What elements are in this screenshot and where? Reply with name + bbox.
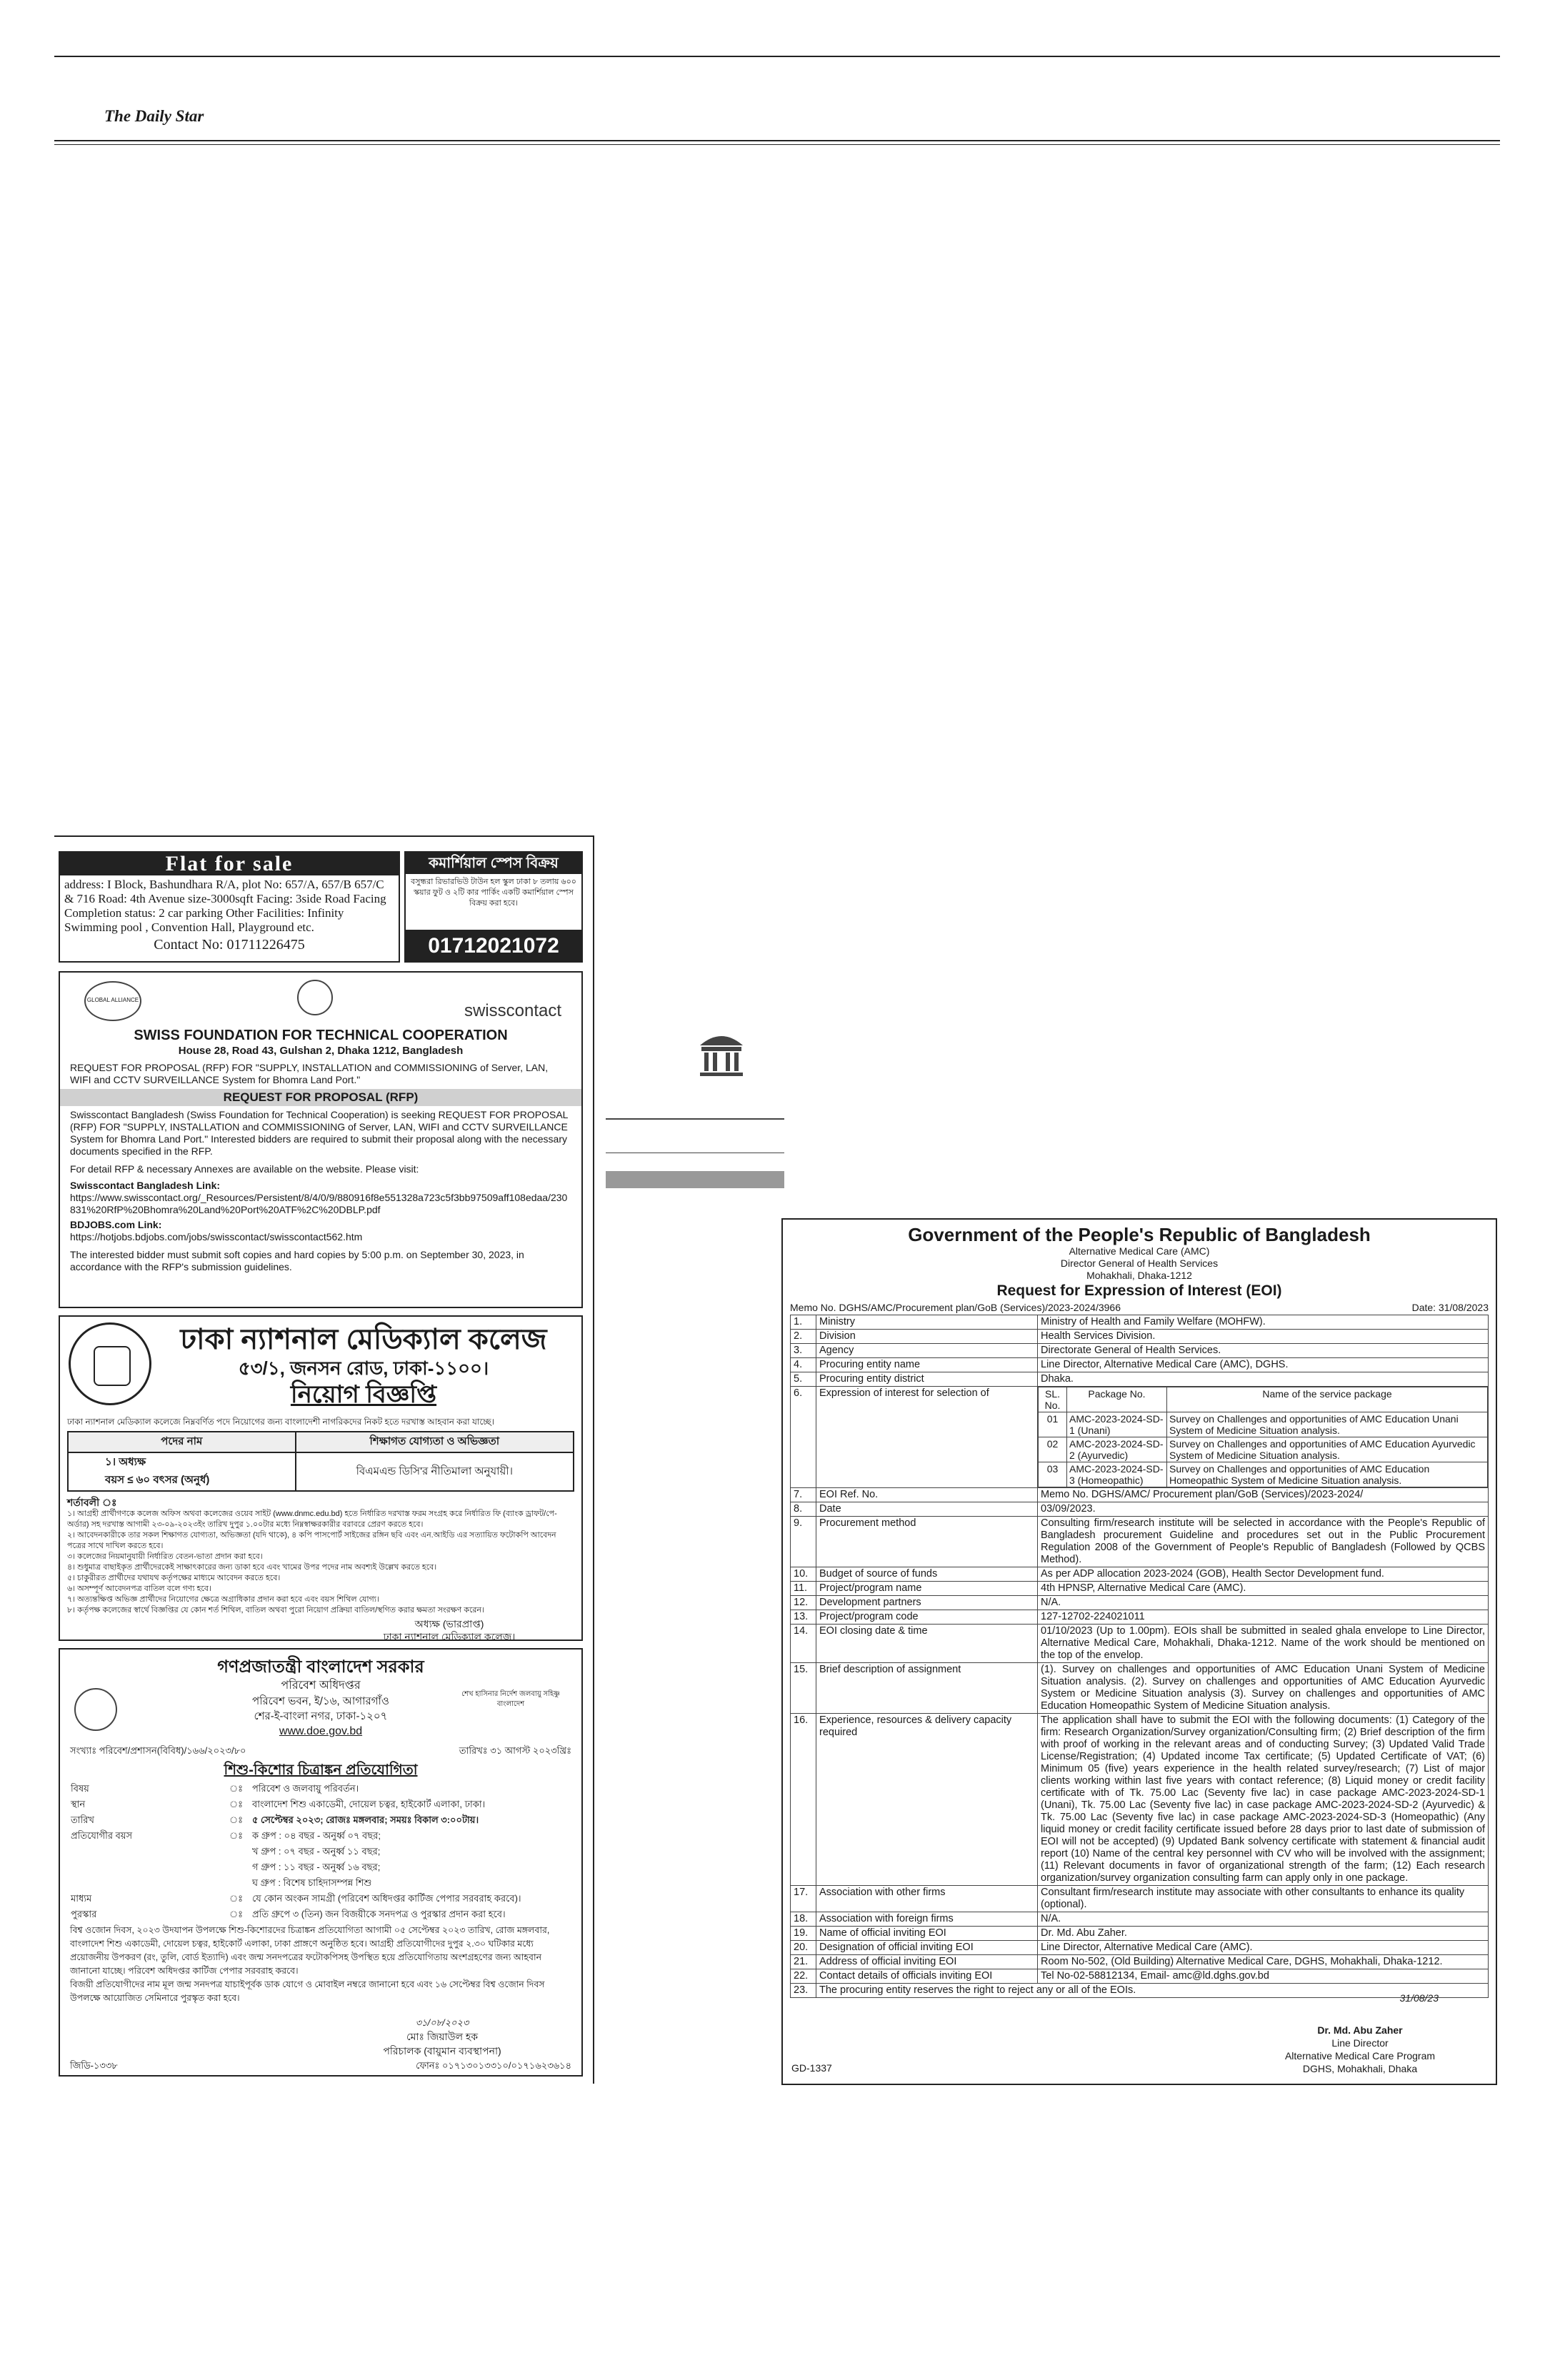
left-column-rule — [593, 835, 594, 2084]
eoi-row-value: Directorate General of Health Services. — [1038, 1344, 1489, 1358]
eoi-sign-t3: DGHS, Mohakhali, Dhaka — [1302, 2063, 1418, 2074]
doe-code: জিডি-১৩৩৮ — [70, 2060, 118, 2071]
eoi-row — [791, 1625, 1489, 1663]
eoi-row-key: Ministry — [816, 1315, 1038, 1330]
dnmc-term: ৭। অত্যন্তক্ষিপ্ত অভিজ্ঞ প্রার্থীদের নিয়োগের ক্ষেত্রে অগ্রাধিকার প্রদান করা হবে এবং বয়স শিথিল যোগ্য। — [67, 1595, 379, 1604]
dnmc-signatory: অধ্যক্ষ (ভারপ্রাপ্ত) — [414, 1618, 484, 1630]
eoi-row-value: N/A. — [1038, 1596, 1489, 1610]
swiss-body: Swisscontact Bangladesh (Swiss Foundation for Technical Cooperation) is seeking REQUEST FOR PROPOSAL (RFP) FOR "SUPPLY, INSTALLATION and COMMISSIONING of Server, LAN, WIFI and CCTV SURVEILLANCE System for Bhomra Land Port." Interested bidders are required to submit their proposal along with the necessary documents specified in the RFP. — [70, 1109, 568, 1157]
eoi-row-value: 127-12702-224021011 — [1038, 1610, 1489, 1625]
eoi-row-key: Budget of source of funds — [816, 1567, 1038, 1582]
dnmc-age: বয়স ≤ ৬০ বৎসর (অনুর্ধ) — [105, 1474, 210, 1486]
commercial-space-ad — [404, 851, 583, 963]
swiss-address: House 28, Road 43, Gulshan 2, Dhaka 1212, Bangladesh — [178, 1045, 464, 1057]
eoi-row — [791, 1663, 1489, 1714]
eoi-row-value: Dr. Md. Abu Zaher. — [1038, 1927, 1489, 1941]
doe-memo: সংখ্যাঃ পরিবেশ/প্রশাসন(বিবিধ)/১৬৬/২০২৩/৮০ — [70, 1745, 246, 1756]
eoi-row-key: Procurement method — [816, 1517, 1038, 1567]
global-alliance-logo: GLOBAL ALLIANCE — [84, 981, 141, 1021]
swiss-link1[interactable]: https://www.swisscontact.org/_Resources/Persistent/8/4/0/9/880916f8e551328a723c5f3bb97509aff108edaa/230831%20RfP%20Bhomra%20Land%20Port%20ATF%2C%20DBLP.pdf — [70, 1192, 568, 1215]
package-row — [1039, 1462, 1488, 1487]
dnmc-address: ৫৩/১, জনসন রোড, ঢাকা-১১০০। — [238, 1357, 489, 1379]
eoi-row-key: Contact details of officials inviting EOI — [816, 1969, 1038, 1984]
eoi-row-num: 2. — [791, 1330, 816, 1344]
swiss-subject: REQUEST FOR PROPOSAL (RFP) FOR "SUPPLY, INSTALLATION and COMMISSIONING of Server, LAN, WIFI and CCTV SURVEILLANCE System for Bhomra Land Port." — [70, 1062, 549, 1085]
eoi-row-key: EOI closing date & time — [816, 1625, 1038, 1663]
flat-ad-title: Flat for sale — [60, 853, 399, 875]
middle-ad-bar — [606, 1171, 784, 1188]
doe-row-value: বাংলাদেশ শিশু একাডেমী, দোয়েল চত্বর, হাইকোর্ট এলাকা, ঢাকা। — [252, 1799, 486, 1809]
eoi-row-key: EOI Ref. No. — [816, 1488, 1038, 1502]
dnmc-col-qualification: শিক্ষাগত যোগ্যতা ও অভিজ্ঞতা — [296, 1432, 574, 1452]
doe-sign-title: পরিচালক (বায়ুমান ব্যবস্থাপনা) — [383, 2045, 501, 2057]
eoi-code: GD-1337 — [791, 2062, 832, 2074]
doe-row-key: প্রতিযোগীর বয়স — [71, 1830, 133, 1841]
eoi-row-num: 10. — [791, 1567, 816, 1582]
doe-row: স্থান ঃ বাংলাদেশ শিশু একাডেমী, দোয়েল চত্বর, হাইকোর্ট এলাকা, ঢাকা। — [70, 1797, 571, 1812]
doe-row: প্রতিযোগীর বয়স ঃ ক গ্রুপ : ০৪ বছর - অনুর্ধ্ব ০৭ বছর; — [70, 1828, 571, 1844]
eoi-table — [790, 1315, 1489, 1998]
masthead-rule — [54, 140, 1500, 141]
doe-signature-date: ৩১/০৮/২০২৩ — [415, 2017, 469, 2028]
eoi-row-key: Project/program code — [816, 1610, 1038, 1625]
doe-body2: বিজয়ী প্রতিযোগীদের নাম মূল জন্ম সনদপত্র যাচাইপূর্বক ডাক যোগে ও মোবাইল নম্বরে জানানো হবে এবং ১৬ সেপ্টেম্বর বিশ্ব ওজোন দিবস উপলক্ষে আয়োজিত সেমিনারে পুরস্কৃত করা হবে। — [70, 1979, 545, 2003]
eoi-row-value: (1). Survey on challenges and opportunities of AMC Education Unani System of Medicine Situation analysis. (2). Survey on challenges and opportunities of AMC Education Ayurvedic System or Medicine Situation analysis (3). Survey on challenges and opportunities of AMC Education Homeopathic System of Medicine Situation analysis. — [1038, 1663, 1489, 1714]
doe-govt: গণপ্রজাতন্ত্রী বাংলাদেশ সরকার — [217, 1657, 424, 1677]
eoi-row-num: 12. — [791, 1596, 816, 1610]
eoi-row-key: Association with other firms — [816, 1886, 1038, 1912]
package-name: Survey on Challenges and opportunities of AMC Education Unani System of Medicine Situation analysis. — [1167, 1412, 1488, 1437]
doe-row-key: পুরস্কার — [71, 1909, 97, 1919]
dnmc-recruitment-ad — [59, 1315, 583, 1641]
package-head-sl: SL. No. — [1039, 1387, 1067, 1412]
eoi-row-value: Memo No. DGHS/AMC/ Procurement plan/GoB (Services)/2023-2024/ — [1038, 1488, 1489, 1502]
eoi-sign-name: Dr. Md. Abu Zaher — [1317, 2024, 1403, 2036]
doe-row — [70, 1875, 571, 1891]
dnmc-term: ১। আগ্রহী প্রার্থীগণকে কলেজ অফিস অথবা কলেজের ওয়েব সাইট (www.dnmc.edu.bd) হতে নির্ধারিত দরখাস্ত ফরম সংগ্রহ করে নির্ধারিত ফি (ব্যাংক ড্রাফট/পে-অর্ডার) সহ দরখাস্ত আগামী ২৩-০৯-২০২৩ইং তারিখ দুপুর ১.০০টার মধ্যে নিম্নস্বাক্ষরকারীর বরাবরে প্রেরণ করতে হবে। — [67, 1510, 557, 1529]
eoi-row-num: 15. — [791, 1663, 816, 1714]
eoi-row-num: 23. — [791, 1984, 816, 1998]
dnmc-terms-title: শর্তাবলী ঃ — [67, 1497, 117, 1508]
flat-for-sale-ad — [59, 851, 400, 963]
doe-dept: পরিবেশ অধিদপ্তর — [281, 1679, 361, 1692]
swiss-detail: For detail RFP & necessary Annexes are available on the website. Please visit: — [70, 1163, 419, 1175]
eoi-row-key: Experience, resources & delivery capacity required — [816, 1714, 1038, 1886]
eoi-row — [791, 1984, 1489, 1998]
eoi-row-value: The procuring entity reserves the right to reject any or all of the EOIs. — [816, 1984, 1489, 1998]
masthead-rule-2 — [54, 144, 1500, 145]
swiss-link2[interactable]: https://hotjobs.bdjobs.com/jobs/swisscontact/swisscontact562.htm — [70, 1231, 363, 1242]
eoi-row — [791, 1912, 1489, 1927]
package-row — [1039, 1412, 1488, 1437]
eoi-gov: Government of the People's Republic of Bangladesh — [908, 1224, 1371, 1245]
rfp-banner: REQUEST FOR PROPOSAL (RFP) — [60, 1089, 581, 1106]
eoi-date: Date: 31/08/2023 — [1411, 1302, 1489, 1313]
eoi-signatory — [1267, 2024, 1453, 2075]
dnmc-terms — [67, 1509, 574, 1616]
eoi-row-num: 1. — [791, 1315, 816, 1330]
eoi-row-num: 8. — [791, 1502, 816, 1517]
package-no: AMC-2023-2024-SD-1 (Unani) — [1067, 1412, 1167, 1437]
dnmc-term: ২। আবেদনকারীকে তার সকল শিক্ষাগত যোগ্যতা, অভিজ্ঞতা (যদি থাকে), ৪ কপি পাসপোর্ট সাইজের রঙ্গিন ছবি এবং এন.আইডি এর সত্যায়িত ফটোকপি আবেদন পত্রের সাথে দাখিল করতে হবে। — [67, 1531, 556, 1550]
eoi-row-key: Designation of official inviting EOI — [816, 1941, 1038, 1955]
package-sl: 01 — [1039, 1412, 1067, 1437]
doe-row-value: ক গ্রুপ : ০৪ বছর - অনুর্ধ্ব ০৭ বছর; — [252, 1830, 381, 1841]
eoi-row — [791, 1517, 1489, 1567]
eoi-row — [791, 1330, 1489, 1344]
eoi-row-value: Line Director, Alternative Medical Care (AMC), DGHS. — [1038, 1358, 1489, 1372]
eoi-row — [791, 1582, 1489, 1596]
dnmc-term: ৩। কলেজের নিয়মানুযায়ী নির্ধারিত বেতন-ভাতা প্রদান করা হবে। — [67, 1552, 263, 1561]
eoi-row — [791, 1567, 1489, 1582]
eoi-notice — [781, 1218, 1497, 2085]
commercial-ad-phone: 01712021072 — [406, 930, 581, 963]
package-sl: 02 — [1039, 1437, 1067, 1462]
doe-row: তারিখ ঃ ৫ সেপ্টেম্বর ২০২৩; রোজঃ মঙ্গলবার; সময়ঃ বিকাল ৩:০০টায়। — [70, 1812, 571, 1828]
eoi-row-key: Development partners — [816, 1596, 1038, 1610]
eoi-row-value: Consulting firm/research institute will be selected in accordance with the People's Republic of Bangladesh procurement Guideline and procedures set out in the Public Procurement Regulation 2008 of the Government of People's Republic of Bangladesh (Followed by QCBS Method). — [1038, 1517, 1489, 1567]
eoi-sign-t2: Alternative Medical Care Program — [1284, 2050, 1436, 2062]
doe-row — [70, 1859, 571, 1875]
eoi-row-key: Procuring entity name — [816, 1358, 1038, 1372]
dnmc-signatory-org: ঢাকা ন্যাশনাল মেডিক্যাল কলেজ। — [383, 1631, 516, 1642]
eoi-row-value: Ministry of Health and Family Welfare (MOHFW). — [1038, 1315, 1489, 1330]
eoi-row-key: Agency — [816, 1344, 1038, 1358]
swisscontact-logo: swisscontact — [464, 1001, 561, 1020]
package-no: AMC-2023-2024-SD-2 (Ayurvedic) — [1067, 1437, 1167, 1462]
doe-slogan: শেখ হাসিনার নির্দেশ জলবায়ু সহিষ্ণু বাংলাদেশ — [461, 1690, 560, 1708]
eoi-row-key: Expression of interest for selection of — [816, 1387, 1038, 1488]
eoi-row-value: Health Services Division. — [1038, 1330, 1489, 1344]
dnmc-notice-title: নিয়োগ বিজ্ঞপ্তি — [290, 1381, 437, 1408]
eoi-row-num: 4. — [791, 1358, 816, 1372]
eoi-row-key: Project/program name — [816, 1582, 1038, 1596]
doe-row-value: প্রতি গ্রুপে ৩ (তিন) জন বিজয়ীকে সনদপত্র ও পুরস্কার প্রদান করা হবে। — [252, 1909, 506, 1919]
eoi-row — [791, 1488, 1489, 1502]
eoi-row-value: 03/09/2023. — [1038, 1502, 1489, 1517]
swiss-link2-label: BDJOBS.com Link: — [70, 1219, 162, 1230]
eoi-row-key: Date — [816, 1502, 1038, 1517]
eoi-sign-t1: Line Director — [1331, 2037, 1389, 2049]
eoi-row — [791, 1941, 1489, 1955]
eoi-row-value: Consultant firm/research institute may associate with other consultants to enhance its quality (optional). — [1038, 1886, 1489, 1912]
doe-logo-icon — [74, 1688, 117, 1731]
dnmc-col-post: পদের নাম — [68, 1432, 296, 1452]
swiss-crest-icon — [297, 980, 333, 1015]
doe-addr1: পরিবেশ ভবন, ই/১৬, আগারগাঁও — [252, 1695, 389, 1707]
eoi-row-value: Dhaka. — [1038, 1372, 1489, 1387]
eoi-row-num: 16. — [791, 1714, 816, 1886]
dnmc-post-table — [67, 1431, 574, 1492]
middle-ad-rule-top — [606, 1118, 784, 1120]
eoi-row-num: 17. — [791, 1886, 816, 1912]
doe-row-value: ৫ সেপ্টেম্বর ২০২৩; রোজঃ মঙ্গলবার; সময়ঃ বিকাল ৩:০০টায়। — [252, 1814, 479, 1825]
dnmc-post-cell — [68, 1452, 296, 1491]
eoi-row-key: Division — [816, 1330, 1038, 1344]
mosque-icon — [693, 1021, 750, 1078]
dnmc-term: ৫। চাকুরীরত প্রার্থীদের যথাযথ কর্তৃপক্ষের মাধ্যমে আবেদন করতে হবে। — [67, 1574, 281, 1582]
doe-row: পুরস্কার ঃ প্রতি গ্রুপে ৩ (তিন) জন বিজয়ীকে সনদপত্র ও পুরস্কার প্রদান করা হবে। — [70, 1907, 571, 1922]
dnmc-term: ৪। শুধুমাত্র বাছাইকৃত প্রার্থীদেরকেই সাক্ষাৎকারের জন্য ডাকা হবে এবং খামের উপর পদের নাম অবশ্যই উল্লেখ করতে হবে। — [67, 1563, 437, 1572]
eoi-row-num: 22. — [791, 1969, 816, 1984]
eoi-row — [791, 1315, 1489, 1330]
eoi-row-num: 21. — [791, 1955, 816, 1969]
doe-row-key: তারিখ — [71, 1814, 94, 1825]
doe-row: বিষয় ঃ পরিবেশ ও জলবায়ু পরিবর্তন। — [70, 1781, 571, 1797]
eoi-row-value: N/A. — [1038, 1912, 1489, 1927]
eoi-row-key: Name of official inviting EOI — [816, 1927, 1038, 1941]
doe-sign-name: মোঃ জিয়াউল হক — [406, 2031, 479, 2042]
doe-row-key — [70, 1875, 229, 1891]
eoi-l1: Alternative Medical Care (AMC) — [1069, 1245, 1210, 1257]
eoi-row-value: Room No-502, (Old Building) Alternative Medical Care, DGHS, Mohakhali, Dhaka-1212. — [1038, 1955, 1489, 1969]
eoi-row-num: 14. — [791, 1625, 816, 1663]
eoi-row-num: 13. — [791, 1610, 816, 1625]
doe-row-value: গ গ্রুপ : ১১ বছর - অনুর্ধ্ব ১৬ বছর; — [252, 1862, 381, 1872]
eoi-row-num: 20. — [791, 1941, 816, 1955]
swisscontact-rfp-ad — [59, 971, 583, 1308]
eoi-row-value: The application shall have to submit the EOI with the following documents: (1) Category of the firm: Research Organization/Survey organization/Consulting firm; (2) Brief description of the firm with proof of working in the relevant areas and of conducting Survey; (3) Updated Valid Trade License/Registration; (4) Updated income Tax certificate; (5) Updated Certificate of VAT; (6) Minimum 05 (five) years experience in the health related survey/research; (7) List of major clients working within last five years with contact reference; (8) Liquid money or credit facility certificate with of Tk. 75.00 Lac (Seventy five lac) in case package AMC-2023-2024-SD-1 (Unani), Tk. 75.00 Lac (Seventy five lac) in case package AMC-2023-2024-SD-2 (Ayurvedic) & Tk. 75.00 Lac (Seventy five lac) in case package AMC-2023-2024-SD-3 (Homeopathic) (Any liquid money or credit facility certificate issued before 28 days prior to last date of submission of EOI will not be accepted) (9) Updated Bank solvency certificate with statement & financial audit report (10) Name of the central key personnel with CV who will be involved with the assignment; (11) Relevant documents in favor of organizational strength of the farm; (12) Each research organization/survey organization consulting farm can apply only in one package. — [1038, 1714, 1489, 1886]
dnmc-name: ঢাকা ন্যাশনাল মেডিক্যাল কলেজ — [180, 1324, 547, 1355]
eoi-row — [791, 1969, 1489, 1984]
doe-row-value: ঘ গ্রুপ : বিশেষ চাহিদাসম্পন্ন শিশু — [252, 1877, 372, 1888]
flat-ad-body: address: I Block, Bashundhara R/A, plot No: 657/A, 657/B 657/C & 716 Road: 4th Avenue size-3000sqft Facing: 3side Road Facing Completion status: 2 car parking Other Facilities: Infinity Swimming pool , Convention Hall, Playground etc. — [64, 878, 386, 934]
eoi-row — [791, 1610, 1489, 1625]
doe-body: বিশ্ব ওজোন দিবস, ২০২৩ উদযাপন উপলক্ষে শিশু-কিশোরদের চিত্রাঙ্কন প্রতিযোগিতা আগামী ০৫ সেপ্টেম্বর ২০২৩ তারিখ, রোজ মঙ্গলবার, বাংলাদেশ শিশু একাডেমী, দোয়েল চত্বর, হাইকোর্ট এলাকা, ঢাকা প্রাঙ্গণে অনুষ্ঠিত হবে। আগ্রহী প্রতিযোগীদের দুপুর ২.৩০ ঘটিকার মধ্যে প্রয়োজনীয় উপকরণ (রং, তুলি, বোর্ড ইত্যাদি) এবং জন্ম সনদপত্রের ফটোকপিসহ উপস্থিত হয়ে প্রতিযোগিতায় অংশগ্রহণের জন্য আহবান জানানো যাচ্ছে। পরিবেশ অধিদপ্তর কার্টিজ পেপার সরবরাহ করবে। — [70, 1925, 550, 1976]
eoi-l2: Director General of Health Services — [1060, 1257, 1219, 1269]
dnmc-intro: ঢাকা ন্যাশনাল মেডিক্যাল কলেজে নিম্নবর্ণিত পদে নিয়োগের জন্য বাংলাদেশী নাগরিকদের নিকট হতে দরখাস্ত আহবান করা যাচ্ছে। — [67, 1417, 494, 1427]
commercial-ad-body: বসুন্ধরা রিভারভিউ টাউন হল স্কুল ঢাকা ৮ তলায় ৬০০ স্কয়ার ফুট ও ২টি কার পার্কিং একটি কমার্শিয়াল স্পেস বিক্রয় করা হবে। — [411, 878, 576, 908]
package-name: Survey on Challenges and opportunities of AMC Education Ayurvedic System of Medicine Situation analysis. — [1167, 1437, 1488, 1462]
doe-addr2: শের-ই-বাংলা নগর, ঢাকা-১২০৭ — [254, 1710, 388, 1722]
eoi-row-key: Address of official inviting EOI — [816, 1955, 1038, 1969]
dnmc-term: ৬। অসম্পূর্ণ আবেদনপত্র বাতিল বলে গণ্য হবে। — [67, 1585, 211, 1593]
doe-competition-ad — [59, 1648, 583, 2077]
eoi-row-num: 5. — [791, 1372, 816, 1387]
swiss-org-name: SWISS FOUNDATION FOR TECHNICAL COOPERATION — [134, 1028, 508, 1043]
eoi-package-cell — [1038, 1387, 1489, 1488]
doe-date: তারিখঃ ৩১ আগস্ট ২০২৩খ্রিঃ — [459, 1745, 571, 1756]
eoi-row-key: Procuring entity district — [816, 1372, 1038, 1387]
eoi-row-key: Association with foreign firms — [816, 1912, 1038, 1927]
eoi-signature-date: 31/08/23 — [1399, 1992, 1439, 2004]
dnmc-qualification: বিএমএন্ড ডিসি'র নীতিমালা অনুযায়ী। — [296, 1452, 574, 1491]
eoi-row — [791, 1886, 1489, 1912]
eoi-row-num: 19. — [791, 1927, 816, 1941]
swiss-deadline: The interested bidder must submit soft copies and hard copies by 5:00 p.m. on September 30, 2023, in accordance with the RFP's submission guidelines. — [70, 1249, 524, 1272]
eoi-row-num: 18. — [791, 1912, 816, 1927]
flat-ad-contact: Contact No: 01711226475 — [154, 937, 305, 953]
eoi-row-num: 9. — [791, 1517, 816, 1567]
masthead-logo: The Daily Star — [104, 107, 204, 125]
doe-row-key: স্থান — [71, 1799, 86, 1809]
eoi-row-num: 6. — [791, 1387, 816, 1488]
dnmc-term: ৮। কর্তৃপক্ষ কলেজের স্বার্থে বিজ্ঞপ্তির যে কোন শর্ত শিথিল, বাতিল অথবা পুরো নিয়োগ প্রক্রিয়া বাতিল/স্থগিত করার ক্ষমতা সংরক্ষণ করেন। — [67, 1606, 484, 1615]
doe-row-key: বিষয় — [71, 1783, 89, 1794]
package-row — [1039, 1437, 1488, 1462]
eoi-row-value: Line Director, Alternative Medical Care (AMC). — [1038, 1941, 1489, 1955]
dnmc-post: ১। অধ্যক্ষ — [105, 1456, 146, 1468]
left-top-rule — [54, 835, 594, 837]
eoi-row — [791, 1358, 1489, 1372]
doe-row-value: যে কোন অংকন সামগ্রী (পরিবেশ অধিদপ্তর কার্টিজ পেপার সরবরাহ করবে)। — [252, 1893, 521, 1904]
doe-detail-table — [70, 1781, 571, 1922]
doe-row — [70, 1844, 571, 1859]
eoi-row — [791, 1955, 1489, 1969]
doe-row: মাধ্যম ঃ যে কোন অংকন সামগ্রী (পরিবেশ অধিদপ্তর কার্টিজ পেপার সরবরাহ করবে)। — [70, 1891, 571, 1907]
package-head-name: Name of the service package — [1167, 1387, 1488, 1412]
doe-row-key — [70, 1844, 229, 1859]
top-rule — [54, 56, 1500, 57]
doe-row-value: পরিবেশ ও জলবায়ু পরিবর্তন। — [252, 1783, 359, 1794]
eoi-row — [791, 1714, 1489, 1886]
package-name: Survey on Challenges and opportunities of AMC Education Homeopathic System of Medicine Situation analysis. — [1167, 1462, 1488, 1487]
eoi-row — [791, 1502, 1489, 1517]
package-sl: 03 — [1039, 1462, 1067, 1487]
eoi-row — [791, 1927, 1489, 1941]
eoi-row — [791, 1387, 1489, 1488]
eoi-package-table — [1038, 1387, 1488, 1487]
eoi-row-key: Brief description of assignment — [816, 1663, 1038, 1714]
eoi-row-value: As per ADP allocation 2023-2024 (GOB), Health Sector Development fund. — [1038, 1567, 1489, 1582]
eoi-row-num: 11. — [791, 1582, 816, 1596]
eoi-row-num: 3. — [791, 1344, 816, 1358]
doe-phone: ফোনঃ ০১৭১৩০১৩৩১০/০১৭১৬২৩৬১৪ — [416, 2060, 571, 2071]
eoi-memo: Memo No. DGHS/AMC/Procurement plan/GoB (Services)/2023-2024/3966 — [790, 1302, 1121, 1313]
eoi-row — [791, 1372, 1489, 1387]
eoi-row — [791, 1596, 1489, 1610]
eoi-row — [791, 1344, 1489, 1358]
eoi-row-num: 7. — [791, 1488, 816, 1502]
doe-title: শিশু-কিশোর চিত্রাঙ্কন প্রতিযোগিতা — [224, 1762, 418, 1778]
eoi-row-value: 4th HPNSP, Alternative Medical Care (AMC). — [1038, 1582, 1489, 1596]
eoi-row-value: 01/10/2023 (Up to 1.00pm). EOIs shall be submitted in sealed ghala envelope to Line Director, Alternative Medical Care, Mohakhali, Dhaka-1212. Name of the work should be mentioned on the top of the envelop. — [1038, 1625, 1489, 1663]
swiss-link1-label: Swisscontact Bangladesh Link: — [70, 1180, 221, 1191]
doe-website[interactable]: www.doe.gov.bd — [279, 1725, 363, 1737]
package-head-no: Package No. — [1067, 1387, 1167, 1412]
package-no: AMC-2023-2024-SD-3 (Homeopathic) — [1067, 1462, 1167, 1487]
dnmc-logo-icon — [69, 1322, 151, 1405]
doe-row-key: মাধ্যম — [71, 1893, 92, 1904]
commercial-ad-title: কমার্শিয়াল স্পেস বিক্রয় — [406, 853, 581, 874]
doe-row-key — [70, 1859, 229, 1875]
eoi-row-value: Tel No-02-58812134, Email- amc@ld.dghs.gov.bd — [1038, 1969, 1489, 1984]
eoi-l3: Mohakhali, Dhaka-1212 — [1086, 1270, 1192, 1281]
doe-row-value: খ গ্রুপ : ০৭ বছর - অনুর্ধ্ব ১১ বছর; — [252, 1846, 381, 1857]
eoi-title: Request for Expression of Interest (EOI) — [996, 1282, 1282, 1299]
